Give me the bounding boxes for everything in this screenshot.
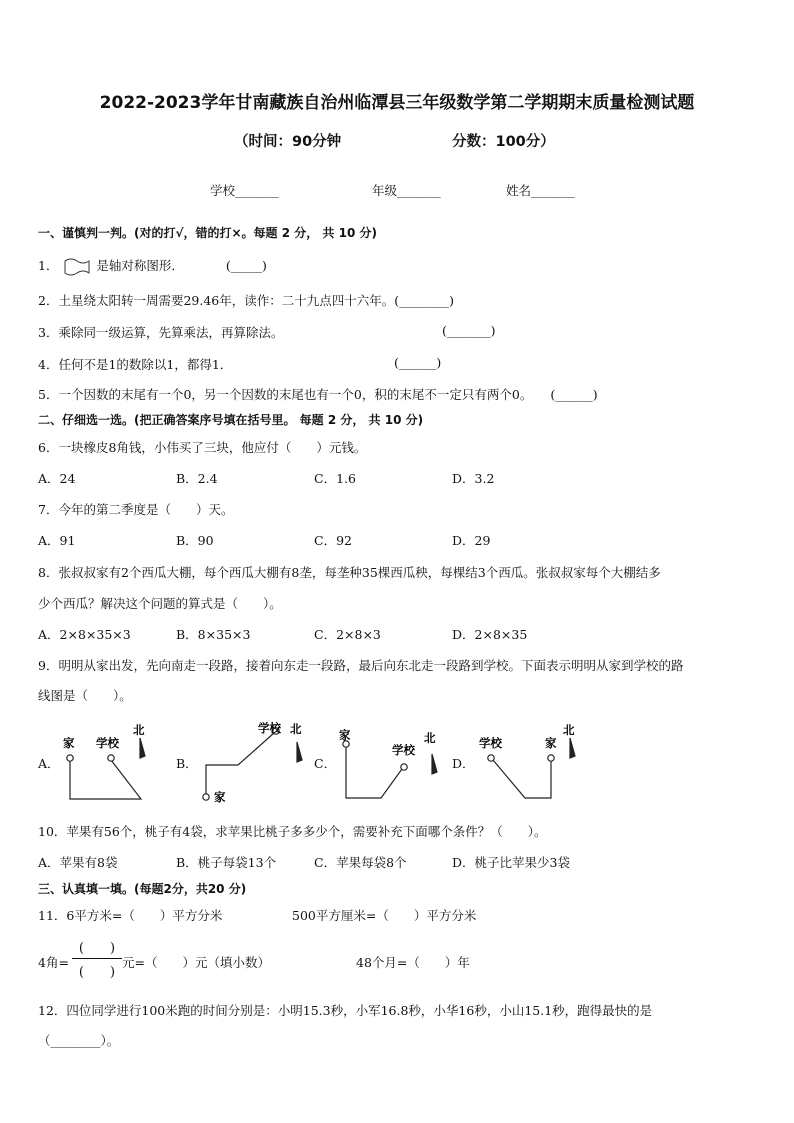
q7-option-a[interactable]: A．91 <box>38 533 76 548</box>
question-7: 7．今年的第二季度是（ ）天。 <box>38 502 234 517</box>
q1-number: 1． <box>38 258 59 273</box>
q9-option-c-label[interactable]: C． <box>314 756 337 771</box>
q9-option-d-label[interactable]: D． <box>452 756 475 771</box>
name-field: 姓名_______ <box>506 183 575 198</box>
grade-field: 年级_______ <box>372 183 441 198</box>
question-8-line-1: 8．张叔叔家有2个西瓜大棚，每个西瓜大棚有8垄，每垄种35棵西瓜秧，每棵结3个西瓜。张叔叔家每个大棚结多 <box>38 565 661 580</box>
fraction-denominator: ( ) <box>78 965 116 980</box>
question-11-a: 11．6平方米=（ ）平方分米 <box>38 908 223 923</box>
q8-option-d[interactable]: D．2×8×35 <box>452 627 528 642</box>
q7-option-b[interactable]: B．90 <box>176 533 214 548</box>
q7-option-d[interactable]: D．29 <box>452 533 491 548</box>
question-2: 2．土星绕太阳转一周需要29.46年，读作：二十九点四十六年。(________) <box>38 293 454 308</box>
route-a-school-label: 学校 <box>96 736 119 750</box>
q6-option-c[interactable]: C．1.6 <box>314 471 356 486</box>
q6-option-b[interactable]: B．2.4 <box>176 471 218 486</box>
flag-shape-icon <box>62 257 92 277</box>
question-9-line-1: 9．明明从家出发，先向南走一段路，接着向东走一段路，最后向东北走一段路到学校。下面表示明明从家到学校的路 <box>38 658 684 673</box>
q3-answer-blank[interactable]: (_______) <box>442 323 496 338</box>
section-1-heading: 一、谨慎判一判。(对的打√，错的打×。每题 2 分， 共 10 分) <box>38 226 377 240</box>
time-limit: （时间：90分钟 <box>234 134 342 150</box>
question-11-d: 48个月=（ ）年 <box>356 955 470 970</box>
question-3 <box>38 323 496 341</box>
question-11-b: 500平方厘米=（ ）平方分米 <box>292 908 477 923</box>
route-c-school-label: 学校 <box>392 743 415 757</box>
q10-option-c[interactable]: C．苹果每袋8个 <box>314 855 407 870</box>
q5-text: 5．一个因数的末尾有一个0，另一个因数的末尾也有一个0，积的末尾不一定只有两个0。 <box>38 387 533 402</box>
q11-c-prefix: 4角= <box>38 955 69 970</box>
section-3-heading: 三、认真填一填。(每题2分，共20 分) <box>38 882 247 896</box>
q9-option-a-label[interactable]: A． <box>38 756 60 771</box>
q3-text: 3．乘除同一级运算，先算乘法，再算除法。 <box>38 325 284 340</box>
question-6: 6．一块橡皮8角钱，小伟买了三块，他应付（ ）元钱。 <box>38 440 367 455</box>
route-b-school-label: 学校 <box>258 721 281 735</box>
question-1 <box>38 256 267 277</box>
q8-option-b[interactable]: B．8×35×3 <box>176 627 251 642</box>
q4-text: 4．任何不是1的数除以1，都得1． <box>38 357 233 372</box>
q11-c-suffix: 元=（ ）元（填小数） <box>122 955 270 970</box>
q5-answer-blank[interactable]: (______) <box>550 387 598 402</box>
q6-option-a[interactable]: A．24 <box>38 471 76 486</box>
school-field: 学校_______ <box>210 183 279 198</box>
q1-answer-blank[interactable]: (_____) <box>225 258 267 273</box>
route-d-home-label: 家 <box>545 736 557 750</box>
q8-option-a[interactable]: A．2×8×35×3 <box>38 627 131 642</box>
route-b-north-label: 北 <box>290 722 302 736</box>
q9-option-b-label[interactable]: B． <box>176 756 198 771</box>
question-8-line-2: 少个西瓜？解决这个问题的算式是（ ）。 <box>38 596 282 611</box>
fraction-bar <box>72 958 122 959</box>
route-d-school-label: 学校 <box>479 736 502 750</box>
question-12-line-1: 12．四位同学进行100米跑的时间分别是：小明15.3秒，小军16.8秒，小华16秒，小山15.1秒，跑得最快的是 <box>38 1003 653 1018</box>
q10-option-a[interactable]: A．苹果有8袋 <box>38 855 118 870</box>
q8-option-c[interactable]: C．2×8×3 <box>314 627 381 642</box>
fraction-numerator: ( ) <box>78 941 116 956</box>
q10-option-d[interactable]: D．桃子比苹果少3袋 <box>452 855 570 870</box>
route-a-home-label: 家 <box>63 736 75 750</box>
question-12-line-2[interactable]: （________）。 <box>38 1033 120 1048</box>
q10-option-b[interactable]: B．桃子每袋13个 <box>176 855 277 870</box>
section-2-heading: 二、仔细选一选。(把正确答案序号填在括号里。 每题 2 分， 共 10 分) <box>38 413 424 427</box>
route-d-north-label: 北 <box>563 723 575 737</box>
q1-text: 是轴对称图形． <box>96 258 184 273</box>
q6-option-d[interactable]: D．3.2 <box>452 471 495 486</box>
question-4 <box>38 355 442 373</box>
route-diagram-c[interactable] <box>343 741 437 798</box>
route-c-home-label: 家 <box>339 728 351 742</box>
q11-fraction[interactable] <box>72 937 122 980</box>
q4-answer-blank[interactable]: (______) <box>394 355 442 370</box>
question-9-line-2: 线图是（ ）。 <box>38 688 132 703</box>
total-score: 分数：100分） <box>452 134 555 150</box>
route-b-home-label: 家 <box>214 790 226 804</box>
route-c-north-label: 北 <box>424 731 436 745</box>
q9-route-diagrams <box>0 712 794 822</box>
route-a-north-label: 北 <box>133 723 145 737</box>
question-10: 10．苹果有56个，桃子有4袋，求苹果比桃子多多少个，需要补充下面哪个条件？（ ）。 <box>38 824 547 839</box>
question-5 <box>38 385 598 403</box>
page-title: 2022-2023学年甘南藏族自治州临潭县三年级数学第二学期期末质量检测试题 <box>99 93 695 113</box>
q7-option-c[interactable]: C．92 <box>314 533 352 548</box>
